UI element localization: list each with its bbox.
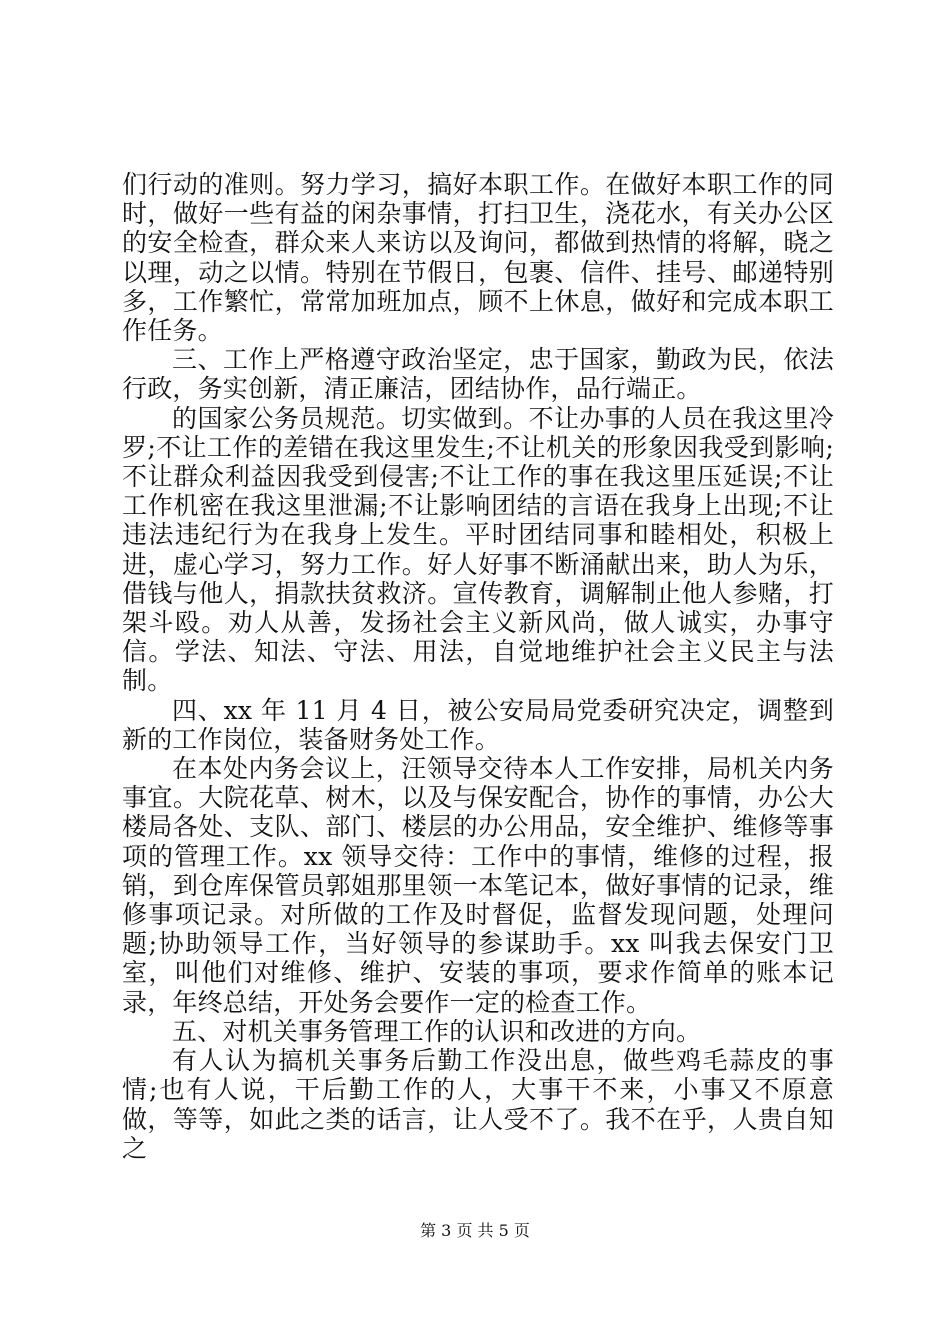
paragraph-7: 有人认为搞机关事务后勤工作没出息，做些鸡毛蒜皮的事情;也有人说，干后勤工作的人，大事干不来，小事又不原意做，等等，如此之类的话言，让人受不了。我不在乎，人贵自知之 bbox=[122, 1046, 834, 1163]
paragraph-1: 们行动的准则。努力学习，搞好本职工作。在做好本职工作的同时，做好一些有益的闲杂事情，打扫卫生，浇花水，有关办公区的安全检查，群众来人来访以及询问，都做到热情的将解，晓之以理，动之以情。特别在节假日，包裹、信件、挂号、邮递特别多，工作繁忙，常常加班加点，顾不上休息，做好和完成本职工作任务。 bbox=[122, 170, 834, 346]
paragraph-6: 五、对机关事务管理工作的认识和改进的方向。 bbox=[172, 1016, 702, 1046]
paragraph-3: 的国家公务员规范。切实做到。不让办事的人员在我这里冷罗;不让工作的差错在我这里发生;不让机关的形象因我受到影响;不让群众利益因我受到侵害;不让工作的事在我这里压延误;不让工作机密在我这里泄漏;不让影响团结的言语在我身上出现;不让违法违纪行为在我身上发生。平时团结同事和睦相处，积极上进，虚心学习，努力工作。好人好事不断涌献出来，助人为乐，借钱与他人，捐款扶贫救济。宣传教育，调解制止他人参赌，打架斗殴。劝人从善，发扬社会主义新风尚，做人诚实，办事守信。学法、知法、守法、用法，自觉地维护社会主义民主与法制。 bbox=[122, 403, 834, 696]
paragraph-2: 三、工作上严格遵守政治坚定，忠于国家，勤政为民，依法行政，务实创新，清正廉洁，团结协作，品行端正。 bbox=[122, 345, 834, 404]
paragraph-5: 在本处内务会议上，汪领导交待本人工作安排，局机关内务事宜。大院花草、树木，以及与保安配合，协作的事情，办公大楼局各处、支队、部门、楼层的办公用品，安全维护、维修等事项的管理工作。xx 领导交待：工作中的事情，维修的过程，报销，到仓库保管员郭姐那里领一本笔记本，做好事情的记录，维修事项记录。对所做的工作及时督促，监督发现问题，处理问题;协助领导工作，当好领导的参谋助手。xx 叫我去保安门卫室，叫他们对维修、维护、安装的事项，要求作简单的账本记录，年终总结，开处务会要作一定的检查工作。 bbox=[122, 754, 834, 1017]
paragraph-4: 四、xx 年 11 月 4 日，被公安局局党委研究决定，调整到新的工作岗位，装备财务处工作。 bbox=[122, 695, 834, 754]
page-number-footer: 第 3 页 共 5 页 bbox=[420, 1221, 530, 1240]
document-body bbox=[122, 170, 834, 1163]
